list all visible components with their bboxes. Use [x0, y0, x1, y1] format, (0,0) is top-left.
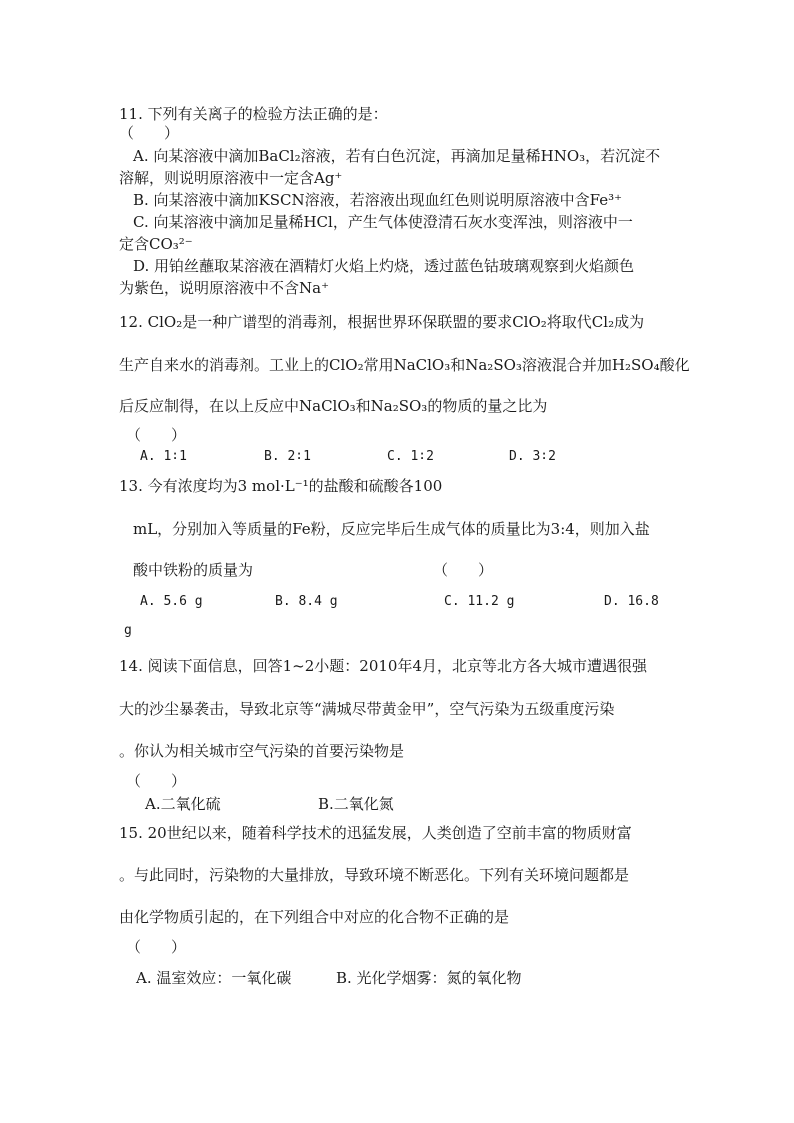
q14-stem-line3: 。你认为相关城市空气污染的首要污染物是 — [119, 742, 405, 760]
q12-option-b: B. 2∶1 — [264, 449, 311, 464]
q12-answer-blank: （ ） — [126, 426, 187, 444]
q11-option-d-line1: D. 用铂丝蘸取某溶液在酒精灯火焰上灼烧，透过蓝色钴玻璃观察到火焰颜色 — [133, 257, 635, 275]
q12-stem-line1: 12. ClO₂是一种广谱型的消毒剂，根据世界环保联盟的要求ClO₂将取代Cl₂成为 — [119, 313, 645, 331]
q14-answer-blank: （ ） — [126, 772, 187, 790]
q13-stem-line1: 13. 今有浓度均为3 mol·L⁻¹的盐酸和硫酸各100 — [119, 477, 443, 495]
q11-option-b: B. 向某溶液中滴加KSCN溶液，若溶液出现血红色则说明原溶液中含Fe³⁺ — [133, 191, 623, 209]
q13-answer-blank: （ ） — [433, 561, 494, 579]
q13-option-c: C. 11.2 g — [444, 594, 515, 609]
q15-stem-line3: 由化学物质引起的，在下列组合中对应的化合物不正确的是 — [119, 908, 510, 926]
q14-option-b: B.二氧化氮 — [318, 795, 394, 813]
q11-option-d-line2: 为紫色，说明原溶液中不含Na⁺ — [119, 279, 329, 297]
q14-option-a: A.二氧化硫 — [145, 795, 221, 813]
q11-option-c-line1: C. 向某溶液中滴加足量稀HCl，产生气体使澄清石灰水变浑浊，则溶液中一 — [133, 213, 633, 231]
q15-option-b: B. 光化学烟雾：氮的氧化物 — [336, 969, 522, 987]
q14-stem-line1: 14. 阅读下面信息，回答1~2小题：2010年4月，北京等北方各大城市遭遇很强 — [119, 657, 647, 675]
q13-stem-line3: 酸中铁粉的质量为 — [133, 561, 254, 579]
q12-option-a: A. 1∶1 — [140, 449, 187, 464]
q14-stem-line2: 大的沙尘暴袭击，导致北京等“满城尽带黄金甲”，空气污染为五级重度污染 — [119, 700, 615, 718]
q15-stem-line2: 。与此同时，污染物的大量排放，导致环境不断恶化。下列有关环境问题都是 — [119, 866, 630, 884]
q13-option-d: D. 16.8 — [604, 594, 659, 609]
q15-answer-blank: （ ） — [126, 938, 187, 956]
q11-option-c-line2: 定含CO₃²⁻ — [119, 235, 193, 253]
q15-option-a: A. 温室效应：一氧化碳 — [136, 969, 292, 987]
q12-stem-line2: 生产自来水的消毒剂。工业上的ClO₂常用NaClO₃和Na₂SO₃溶液混合并加H₂SO₄酸化 — [119, 356, 690, 374]
q11-stem: 11. 下列有关离子的检验方法正确的是： — [119, 105, 388, 123]
q12-option-c: C. 1∶2 — [387, 449, 434, 464]
q13-stem-line2: mL，分别加入等质量的Fe粉，反应完毕后生成气体的质量比为3:4，则加入盐 — [133, 520, 650, 538]
q15-stem-line1: 15. 20世纪以来，随着科学技术的迅猛发展，人类创造了空前丰富的物质财富 — [119, 824, 632, 842]
q12-stem-line3: 后反应制得，在以上反应中NaClO₃和Na₂SO₃的物质的量之比为 — [119, 397, 548, 415]
q13-option-b: B. 8.4 g — [275, 594, 338, 609]
q13-option-d-unit: g — [124, 623, 132, 638]
q11-option-a-line2: 溶解，则说明原溶液中一定含Ag⁺ — [119, 169, 343, 187]
q13-option-a: A. 5.6 g — [140, 594, 203, 609]
q11-answer-blank: （ ） — [119, 124, 180, 142]
q11-option-a-line1: A. 向某溶液中滴加BaCl₂溶液，若有白色沉淀，再滴加足量稀HNO₃，若沉淀不 — [133, 147, 661, 165]
q12-option-d: D. 3∶2 — [509, 449, 556, 464]
